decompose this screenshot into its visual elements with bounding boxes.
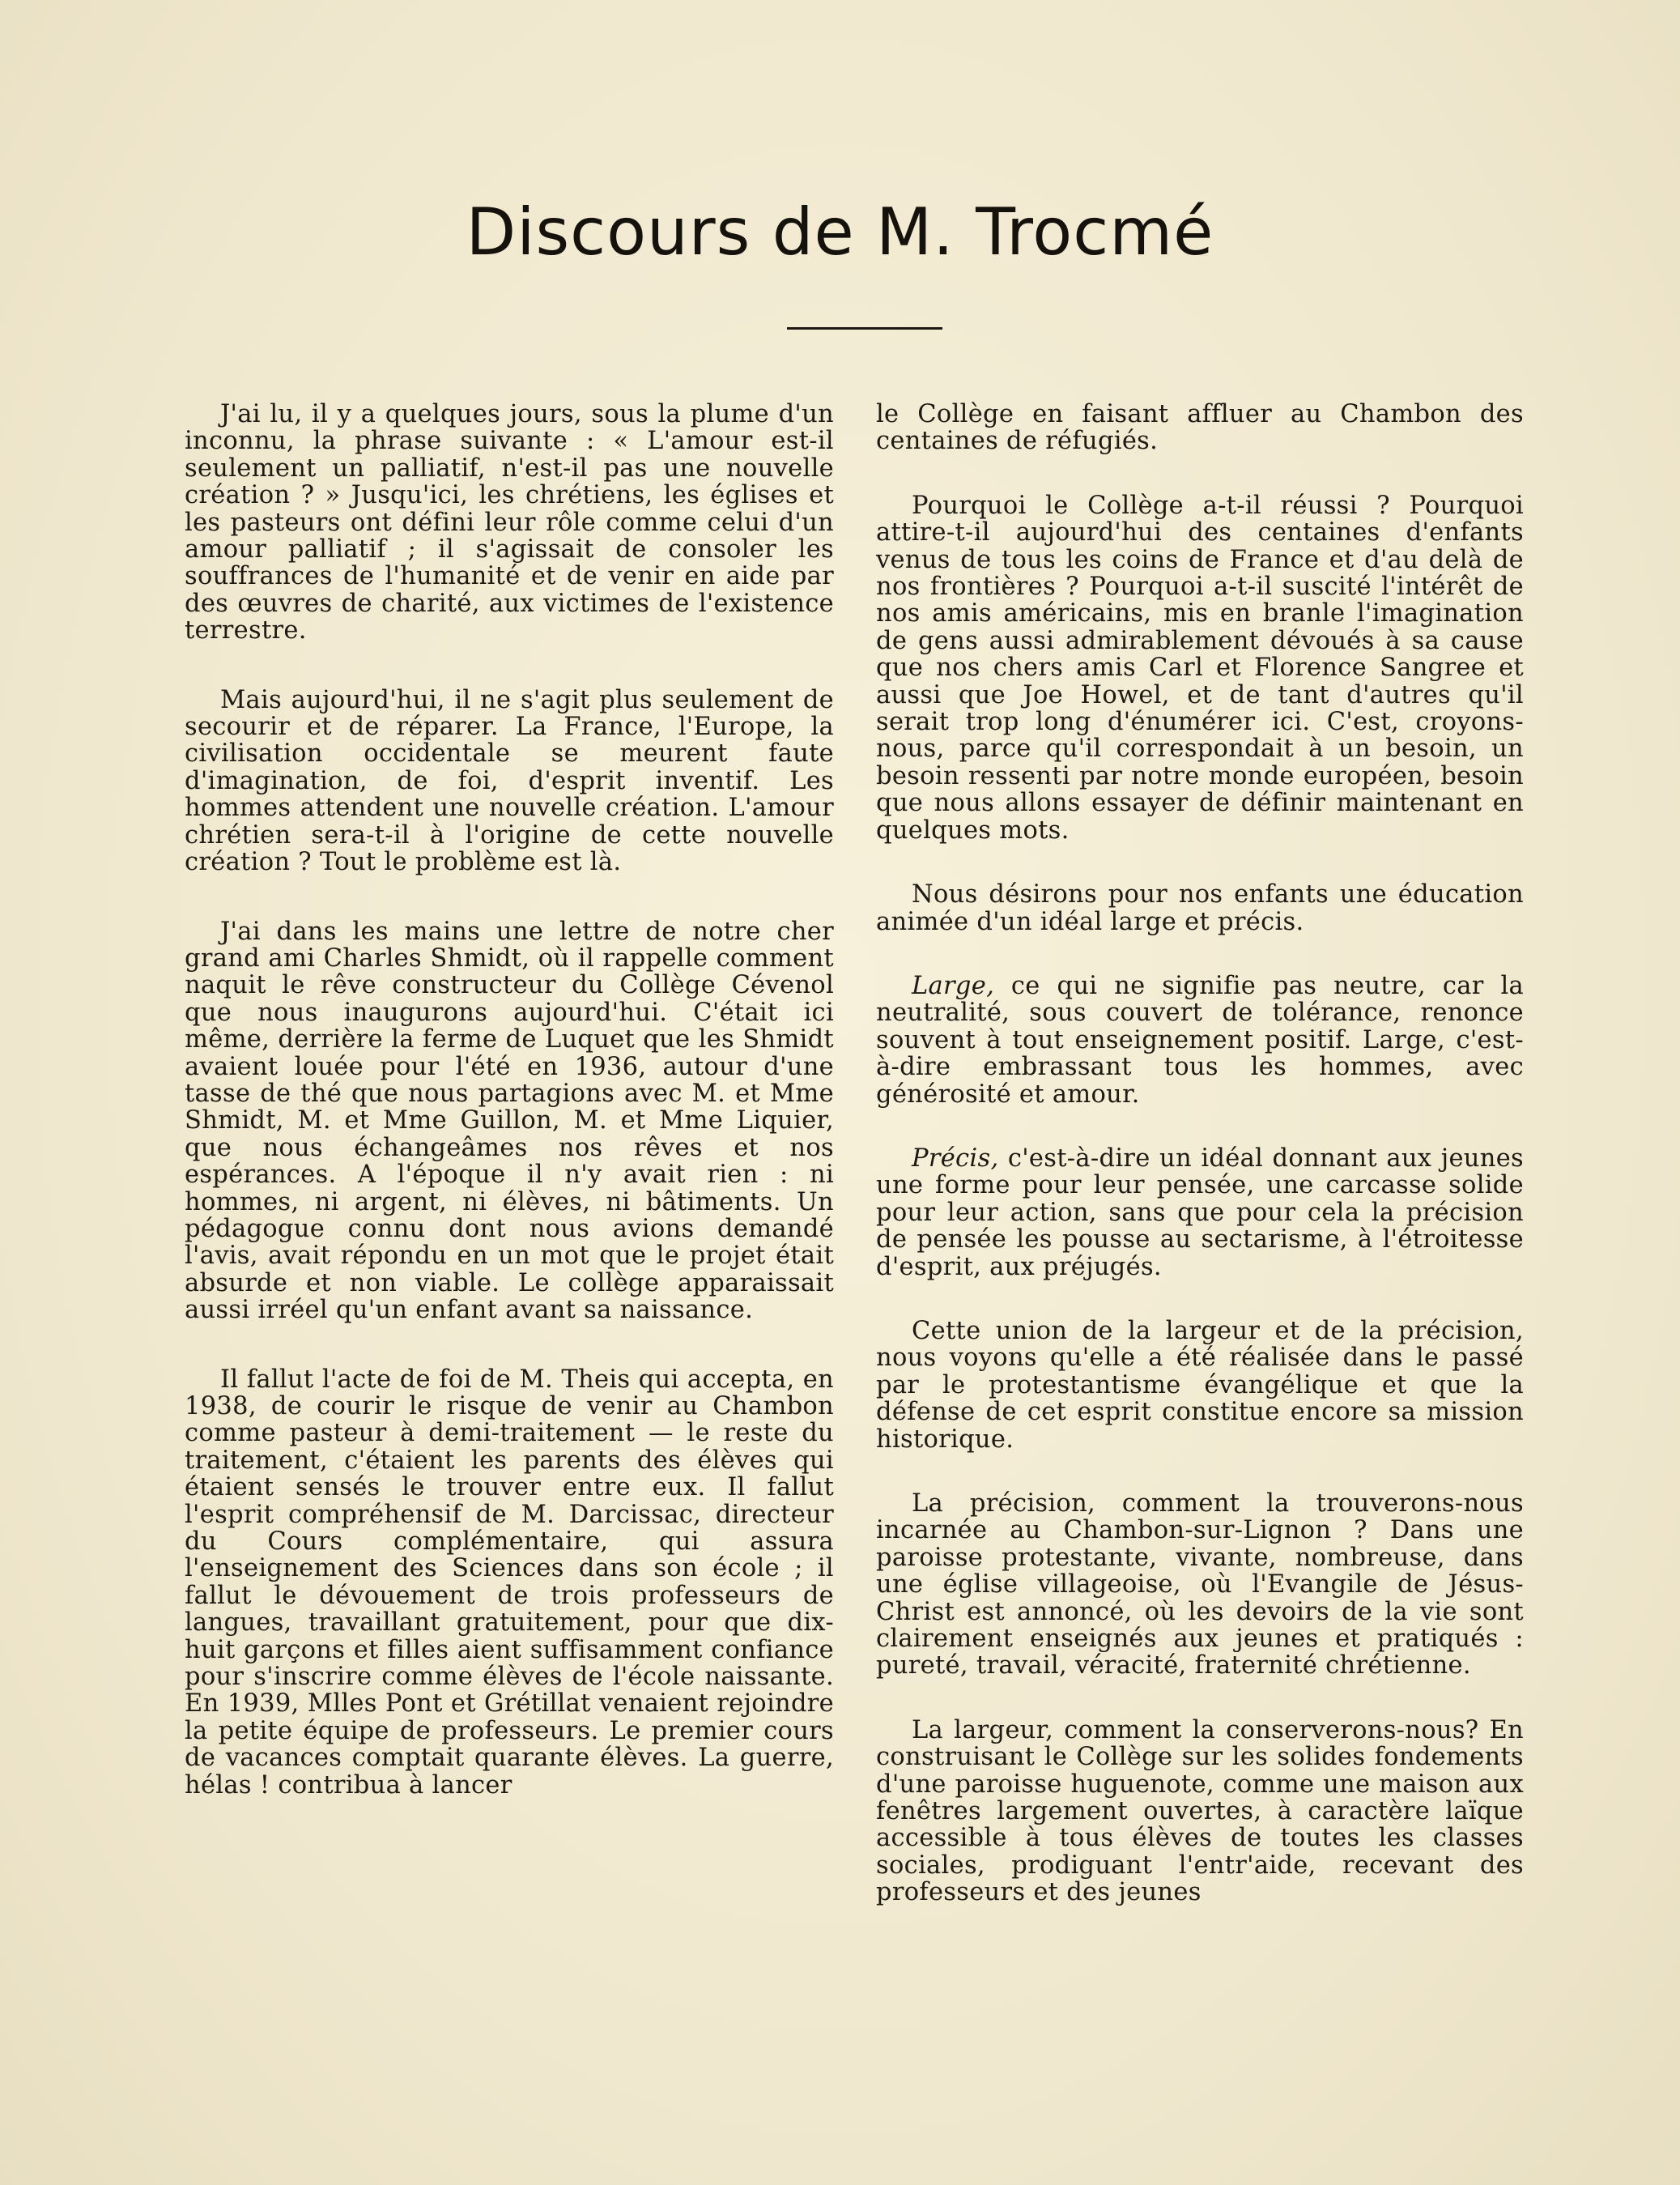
paragraph-lead: Précis, xyxy=(912,1144,999,1173)
paragraph: Nous désirons pour nos enfants une éducation animée d'un idéal large et précis. xyxy=(876,880,1524,936)
paragraph: La précision, comment la trouverons-nous incarnée au Chambon-sur-Lignon ? Dans une paroisse protestante, vivante, nombreuse, dans une église villageoise, où l'Evangile de Jésus-Christ est annoncé, où les devoirs de la vie sont clairement enseignés aux jeunes et pratiqués : pureté, travail, véracité, fraternité chrétienne. xyxy=(876,1489,1524,1680)
paragraph-lead: Large, xyxy=(912,971,995,1000)
paragraph: Cette union de la largeur et de la précision, nous voyons qu'elle a été réalisée dans le passé par le protestantisme évangélique et que la défense de cet esprit constitue encore sa mission historique. xyxy=(876,1316,1524,1454)
paragraph: La largeur, comment la conserverons-nous? En construisant le Collège sur les solides fondements d'une paroisse huguenote, comme une maison aux fenêtres largement ouvertes, à caractère laïque accessible à tous élèves de toutes les classes sociales, prodiguant l'entr'aide, recevant des professeurs et des jeunes xyxy=(876,1715,1524,1907)
paragraph: J'ai lu, il y a quelques jours, sous la plume d'un inconnu, la phrase suivante : « L'amour est-il seulement un palliatif, n'est-il pas une nouvelle création ? » Jusqu'ici, les chrétiens, les églises et les pasteurs ont défini leur rôle comme celui d'un amour palliatif ; il s'agissait de consoler les souffrances de l'humanité et de venir en aide par des œuvres de charité, aux victimes de l'existence terrestre. xyxy=(185,400,834,645)
left-column xyxy=(185,401,834,1799)
paragraph-body: ce qui ne signifie pas neutre, car la neutralité, sous couvert de tolérance, renonce souvent à tout enseignement positif. Large, c'est-à-dire embrassant tous les hommes, avec générosité et amour. xyxy=(876,971,1524,1109)
paragraph xyxy=(876,1145,1524,1280)
page-title: Discours de M. Trocmé xyxy=(466,194,1214,270)
right-column xyxy=(876,401,1524,1906)
paragraph: Mais aujourd'hui, il ne s'agit plus seulement de secourir et de réparer. La France, l'Europe, la civilisation occidentale se meurent faute d'imagination, de foi, d'esprit inventif. Les hommes attendent une nouvelle création. L'amour chrétien sera-t-il à l'origine de cette nouvelle création ? Tout le problème est là. xyxy=(185,685,834,877)
paragraph: J'ai dans les mains une lettre de notre cher grand ami Charles Shmidt, où il rappelle comment naquit le rêve constructeur du Collège Cévenol que nous inaugurons aujourd'hui. C'était ici même, derrière la ferme de Luquet que les Shmidt avaient louée pour l'été en 1936, autour d'une tasse de thé que nous partagions avec M. et Mme Shmidt, M. et Mme Guillon, M. et Mme Liquier, que nous échangeâmes nos rêves et nos espérances. A l'époque il n'y avait rien : ni hommes, ni argent, ni élèves, ni bâtiments. Un pédagogue connu dont nous avions demandé l'avis, avait répondu en un mot que le projet était absurde et non viable. Le collège apparaissait aussi irréel qu'un enfant avant sa naissance. xyxy=(185,917,834,1325)
paragraph-body: c'est-à-dire un idéal donnant aux jeunes une forme pour leur pensée, une carcasse solide pour leur action, sans que pour cela la précision de pensée les pousse au sectarisme, à l'étroitesse d'esprit, aux préjugés. xyxy=(876,1144,1524,1281)
title-divider xyxy=(787,327,942,330)
paragraph: Il fallut l'acte de foi de M. Theis qui accepta, en 1938, de courir le risque de venir au Chambon comme pasteur à demi-traitement — le reste du traitement, c'étaient les parents des élèves qui étaient sensés le trouver entre eux. Il fallut l'esprit compréhensif de M. Darcissac, directeur du Cours complémentaire, qui assura l'enseignement des Sciences dans son école ; il fallut le dévouement de trois professeurs de langues, travaillant gratuitement, pour que dix-huit garçons et filles aient suffisamment confiance pour s'inscrire comme élèves de l'école naissante. En 1939, Mlles Pont et Grétillat venaient rejoindre la petite équipe de professeurs. Le premier cours de vacances comptait quarante élèves. La guerre, hélas ! contribua à lancer xyxy=(185,1365,834,1800)
paragraph xyxy=(876,973,1524,1108)
paragraph: Pourquoi le Collège a-t-il réussi ? Pourquoi attire-t-il aujourd'hui des centaines d'enfants venus de tous les coins de France et d'au delà de nos frontières ? Pourquoi a-t-il suscité l'intérêt de nos amis américains, mis en branle l'imagination de gens aussi admirablement dévoués à sa cause que nos chers amis Carl et Florence Sangree et aussi que Joe Howel, et de tant d'autres qu'il serait trop long d'énumérer ici. C'est, croyons-nous, parce qu'il correspondait à un besoin, un besoin ressenti par notre monde européen, besoin que nous allons essayer de définir maintenant en quelques mots. xyxy=(876,491,1524,845)
paragraph-continuation: le Collège en faisant affluer au Chambon des centaines de réfugiés. xyxy=(876,400,1524,456)
